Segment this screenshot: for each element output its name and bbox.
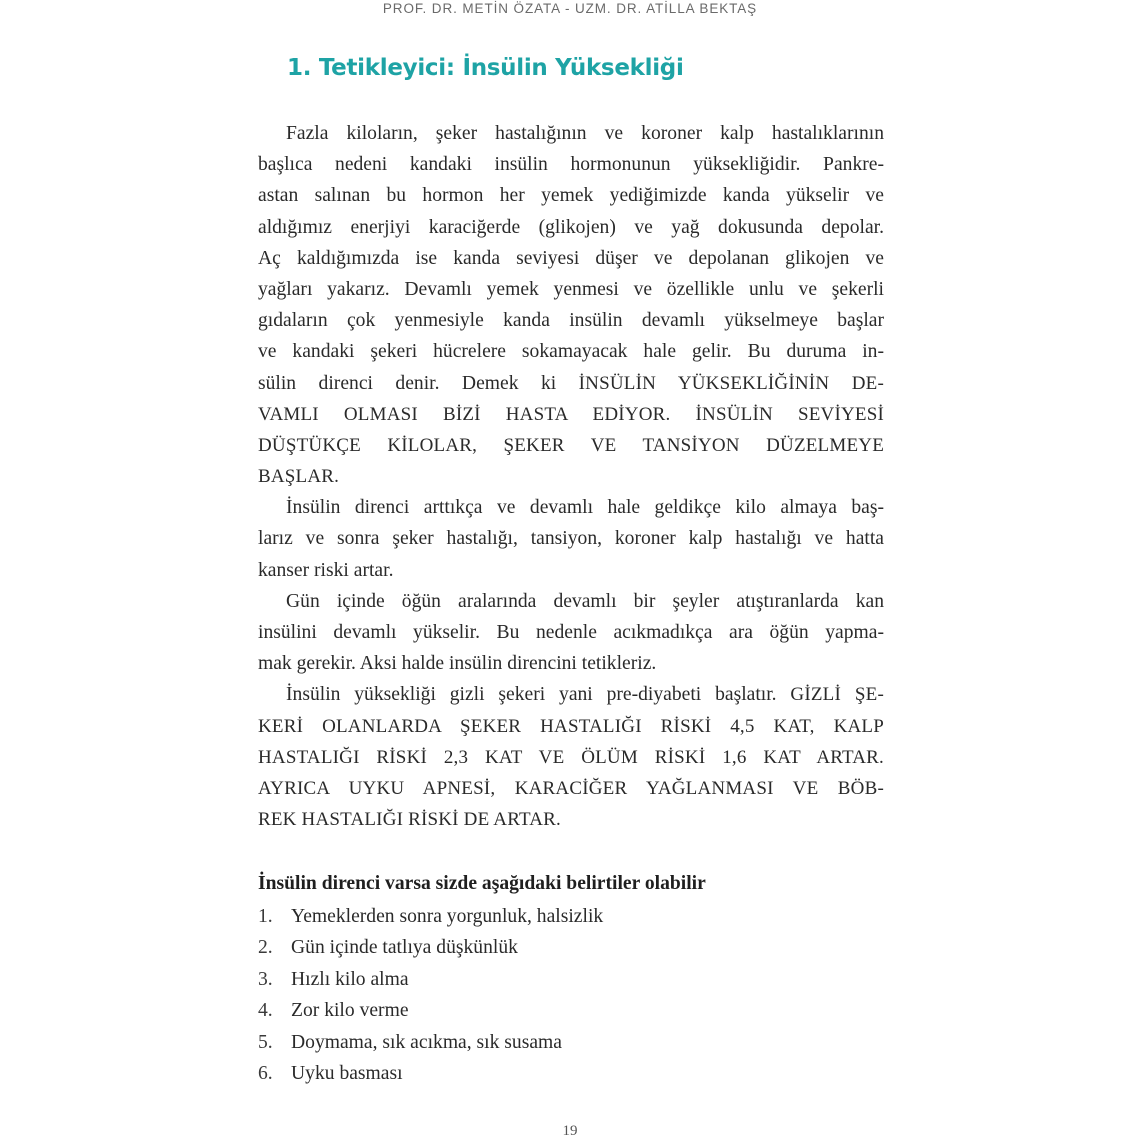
list-text: Gün içinde tatlıya düşkünlük bbox=[291, 937, 518, 959]
list-text: Doymama, sık acıkma, sık susama bbox=[291, 1031, 562, 1053]
text-line: insülini devamlı yükselir. Bu nedenle acıkmadıkça ara öğün yapma- bbox=[258, 622, 884, 643]
text-line: larız ve sonra şeker hastalığı, tansiyon, koroner kalp hastalığı ve hatta bbox=[258, 528, 884, 550]
list-text: Zor kilo verme bbox=[291, 1000, 409, 1022]
text-normal: sülin direnci denir. Demek ki bbox=[258, 372, 579, 394]
paragraph bbox=[258, 492, 884, 586]
list-number: 1. bbox=[258, 906, 273, 927]
text-line-caps: VAMLI OLMASI BİZİ HASTA EDİYOR. İNSÜLİN SEVİYESİ bbox=[258, 403, 884, 425]
list-item bbox=[258, 1058, 884, 1089]
list-item bbox=[258, 901, 884, 932]
symptoms-section bbox=[258, 868, 884, 1089]
text-line-caps: BAŞLAR. bbox=[258, 466, 340, 488]
text-line: kanser riski artar. bbox=[258, 559, 394, 581]
text-caps-emphasis: İNSÜLİN YÜKSEKLİĞİNİN DE- bbox=[578, 372, 885, 394]
text-line: gıdaların çok yenmesiyle kanda insülin devamlı yükselmeye başlar bbox=[258, 310, 884, 332]
list-item bbox=[258, 1027, 884, 1058]
text-line: mak gerekir. Aksi halde insülin direncini tetikleriz. bbox=[258, 653, 657, 675]
text-line: aldığımız enerjiyi karaciğerde (glikojen) ve yağ dokusunda depolar. bbox=[258, 216, 884, 238]
paragraph bbox=[258, 118, 884, 492]
list-text: Hızlı kilo alma bbox=[291, 968, 409, 990]
list-number: 5. bbox=[258, 1031, 273, 1053]
list-item bbox=[258, 932, 884, 963]
text-normal: İnsülin yüksekliği gizli şekeri yani pre-diyabeti başlatır. bbox=[286, 684, 791, 706]
text-line-mixed bbox=[258, 679, 884, 710]
list-item bbox=[258, 964, 884, 995]
text-line: İnsülin direnci arttıkça ve devamlı hale geldikçe kilo almaya baş- bbox=[286, 497, 884, 519]
text-line-caps: AYRICA UYKU APNESİ, KARACİĞER YAĞLANMASI VE BÖB- bbox=[258, 777, 884, 799]
text-caps-emphasis: GİZLİ ŞE- bbox=[790, 684, 884, 706]
text-line: ve kandaki şekeri hücrelere sokamayacak hale gelir. Bu duruma in- bbox=[258, 341, 884, 363]
text-line-caps: REK HASTALIĞI RİSKİ DE ARTAR. bbox=[258, 809, 561, 831]
text-line: Gün içinde öğün aralarında devamlı bir şeyler atıştıranlarda kan bbox=[286, 590, 884, 612]
section-heading: 1. Tetikleyici: İnsülin Yüksekliği bbox=[287, 55, 684, 81]
list-number: 4. bbox=[258, 1000, 273, 1022]
list-number: 6. bbox=[258, 1063, 273, 1085]
list-number: 3. bbox=[258, 968, 273, 990]
symptoms-title: İnsülin direnci varsa sizde aşağıdaki belirtiler olabilir bbox=[258, 873, 706, 894]
list-number: 2. bbox=[258, 937, 273, 959]
text-line-caps: DÜŞTÜKÇE KİLOLAR, ŞEKER VE TANSİYON DÜZELMEYE bbox=[258, 434, 884, 456]
text-line-caps: HASTALIĞI RİSKİ 2,3 KAT VE ÖLÜM RİSKİ 1,6 KAT ARTAR. bbox=[258, 746, 884, 768]
text-line: yağları yakarız. Devamlı yemek yenmesi ve özellikle unlu ve şekerli bbox=[258, 278, 884, 300]
paragraph bbox=[258, 586, 884, 680]
text-line: astan salınan bu hormon her yemek yediğimizde kanda yükselir ve bbox=[258, 185, 884, 207]
text-line-caps: KERİ OLANLARDA ŞEKER HASTALIĞI RİSKİ 4,5 KAT, KALP bbox=[258, 715, 884, 737]
symptom-list bbox=[258, 901, 884, 1089]
list-item bbox=[258, 995, 884, 1026]
text-line: Aç kaldığımızda ise kanda seviyesi düşer ve depolanan glikojen ve bbox=[258, 247, 884, 269]
list-text: Uyku basması bbox=[291, 1063, 403, 1085]
body-text bbox=[258, 118, 884, 835]
paragraph bbox=[258, 679, 884, 835]
text-line: Fazla kiloların, şeker hastalığının ve koroner kalp hastalıklarının bbox=[286, 123, 884, 144]
page-number: 19 bbox=[562, 1123, 578, 1139]
list-text: Yemeklerden sonra yorgunluk, halsizlik bbox=[291, 906, 604, 927]
text-line: başlıca nedeni kandaki insülin hormonunun yüksekliğidir. Pankre- bbox=[258, 154, 884, 176]
running-header: PROF. DR. METİN ÖZATA - UZM. DR. ATİLLA BEKTAŞ bbox=[382, 1, 758, 16]
text-line-mixed bbox=[258, 368, 884, 399]
